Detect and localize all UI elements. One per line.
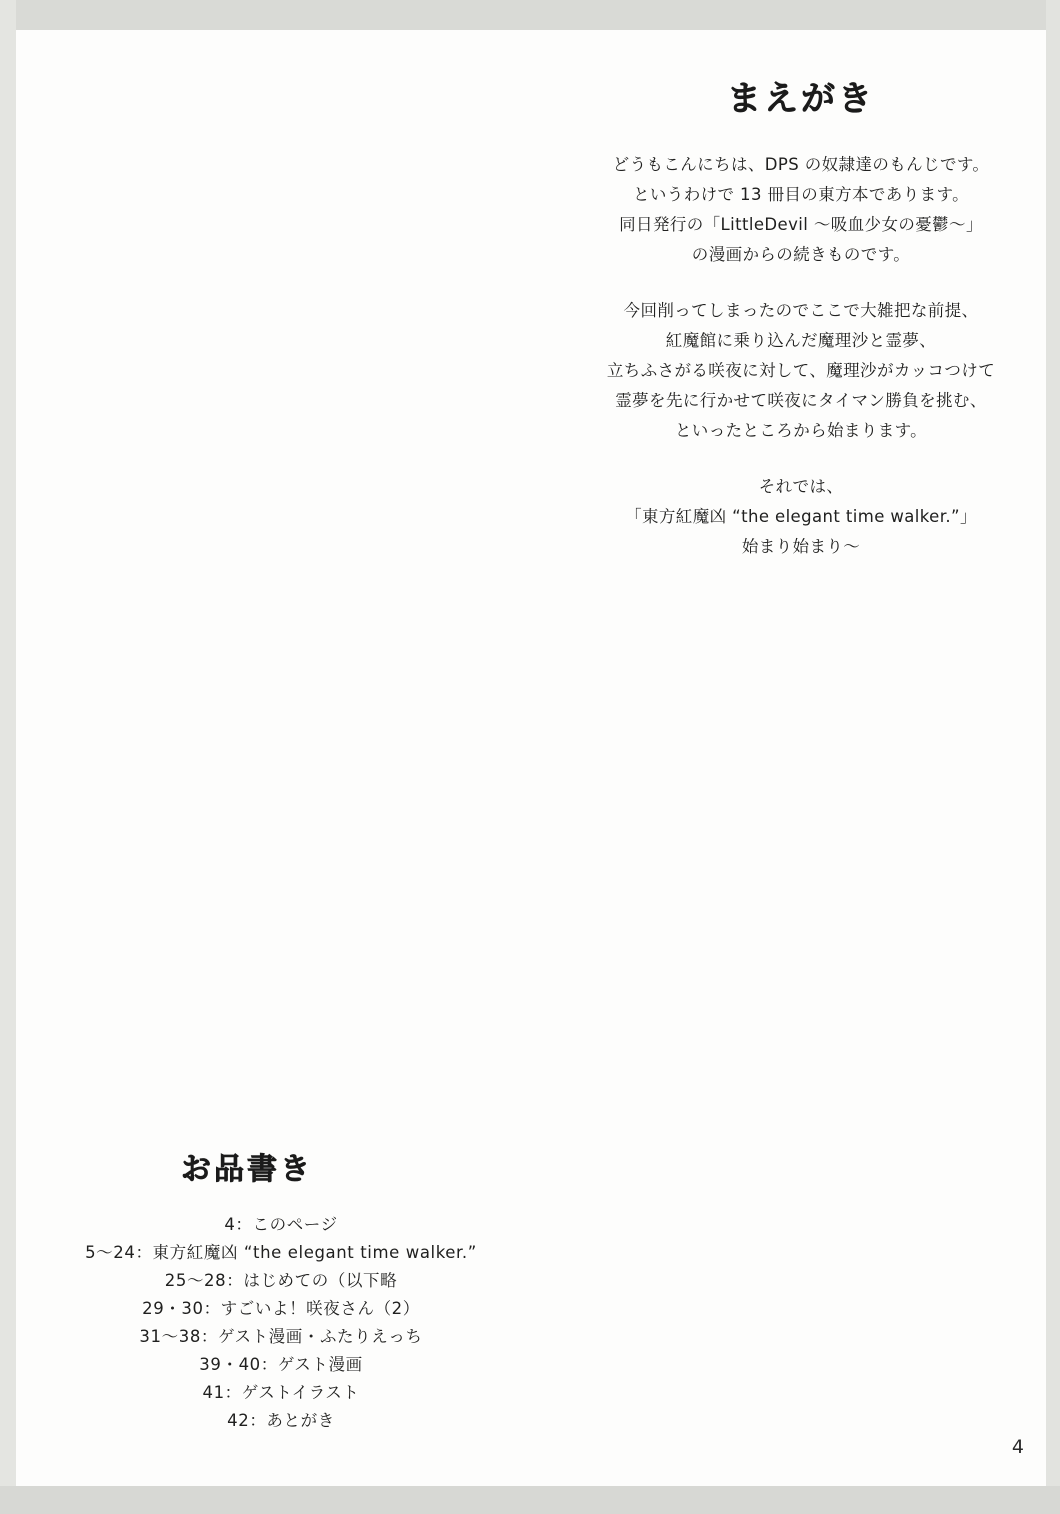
- foreword-line: どうもこんにちは、DPS の奴隷達のもんじです。: [612, 155, 990, 174]
- foreword-section: [576, 79, 1026, 562]
- foreword-title: まえがき: [727, 79, 875, 119]
- list-item: 29・30：すごいよ！咲夜さん（2）: [142, 1299, 420, 1318]
- foreword-line: 「東方紅魔凶 “the elegant time walker.”」: [625, 507, 977, 526]
- foreword-line: 紅魔館に乗り込んだ魔理沙と霊夢、: [665, 331, 937, 350]
- list-item: 4：このページ: [224, 1215, 338, 1234]
- list-item: 5～24：東方紅魔凶 “the elegant time walker.”: [85, 1243, 477, 1262]
- scan-edge-right: [1046, 0, 1060, 1514]
- scan-edge-top: [0, 0, 1060, 30]
- foreword-paragraph-3: [576, 472, 1026, 562]
- list-item: 31～38：ゲスト漫画・ふたりえっち: [139, 1327, 423, 1346]
- foreword-paragraph-2: [576, 296, 1026, 446]
- foreword-line: といったところから始まります。: [674, 421, 928, 440]
- foreword-line: 今回削ってしまったのでここで大雑把な前提、: [623, 301, 979, 320]
- contents-section: [46, 1152, 516, 1435]
- list-item: 42：あとがき: [227, 1411, 335, 1430]
- foreword-line: 始まり始まり～: [741, 537, 861, 556]
- foreword-line: 霊夢を先に行かせて咲夜にタイマン勝負を挑む、: [615, 391, 987, 410]
- foreword-line: それでは、: [758, 477, 844, 496]
- foreword-line: というわけで 13 冊目の東方本であります。: [633, 185, 969, 204]
- contents-list: [46, 1211, 516, 1435]
- foreword-paragraph-1: [576, 150, 1026, 270]
- contents-title: お品書き: [181, 1152, 313, 1187]
- foreword-line: 立ちふさがる咲夜に対して、魔理沙がカッコつけて: [606, 361, 996, 380]
- list-item: 39・40：ゲスト漫画: [199, 1355, 363, 1374]
- list-item: 41：ゲストイラスト: [202, 1383, 360, 1402]
- page-sheet: [16, 30, 1046, 1486]
- scan-edge-bottom: [0, 1486, 1060, 1514]
- foreword-line: の漫画からの続きものです。: [691, 245, 911, 264]
- page-number: 4: [1011, 1436, 1024, 1458]
- scan-edge-left: [0, 0, 16, 1514]
- list-item: 25～28：はじめての（以下略: [164, 1271, 398, 1290]
- foreword-line: 同日発行の「LittleDevil ～吸血少女の憂鬱～」: [619, 215, 983, 234]
